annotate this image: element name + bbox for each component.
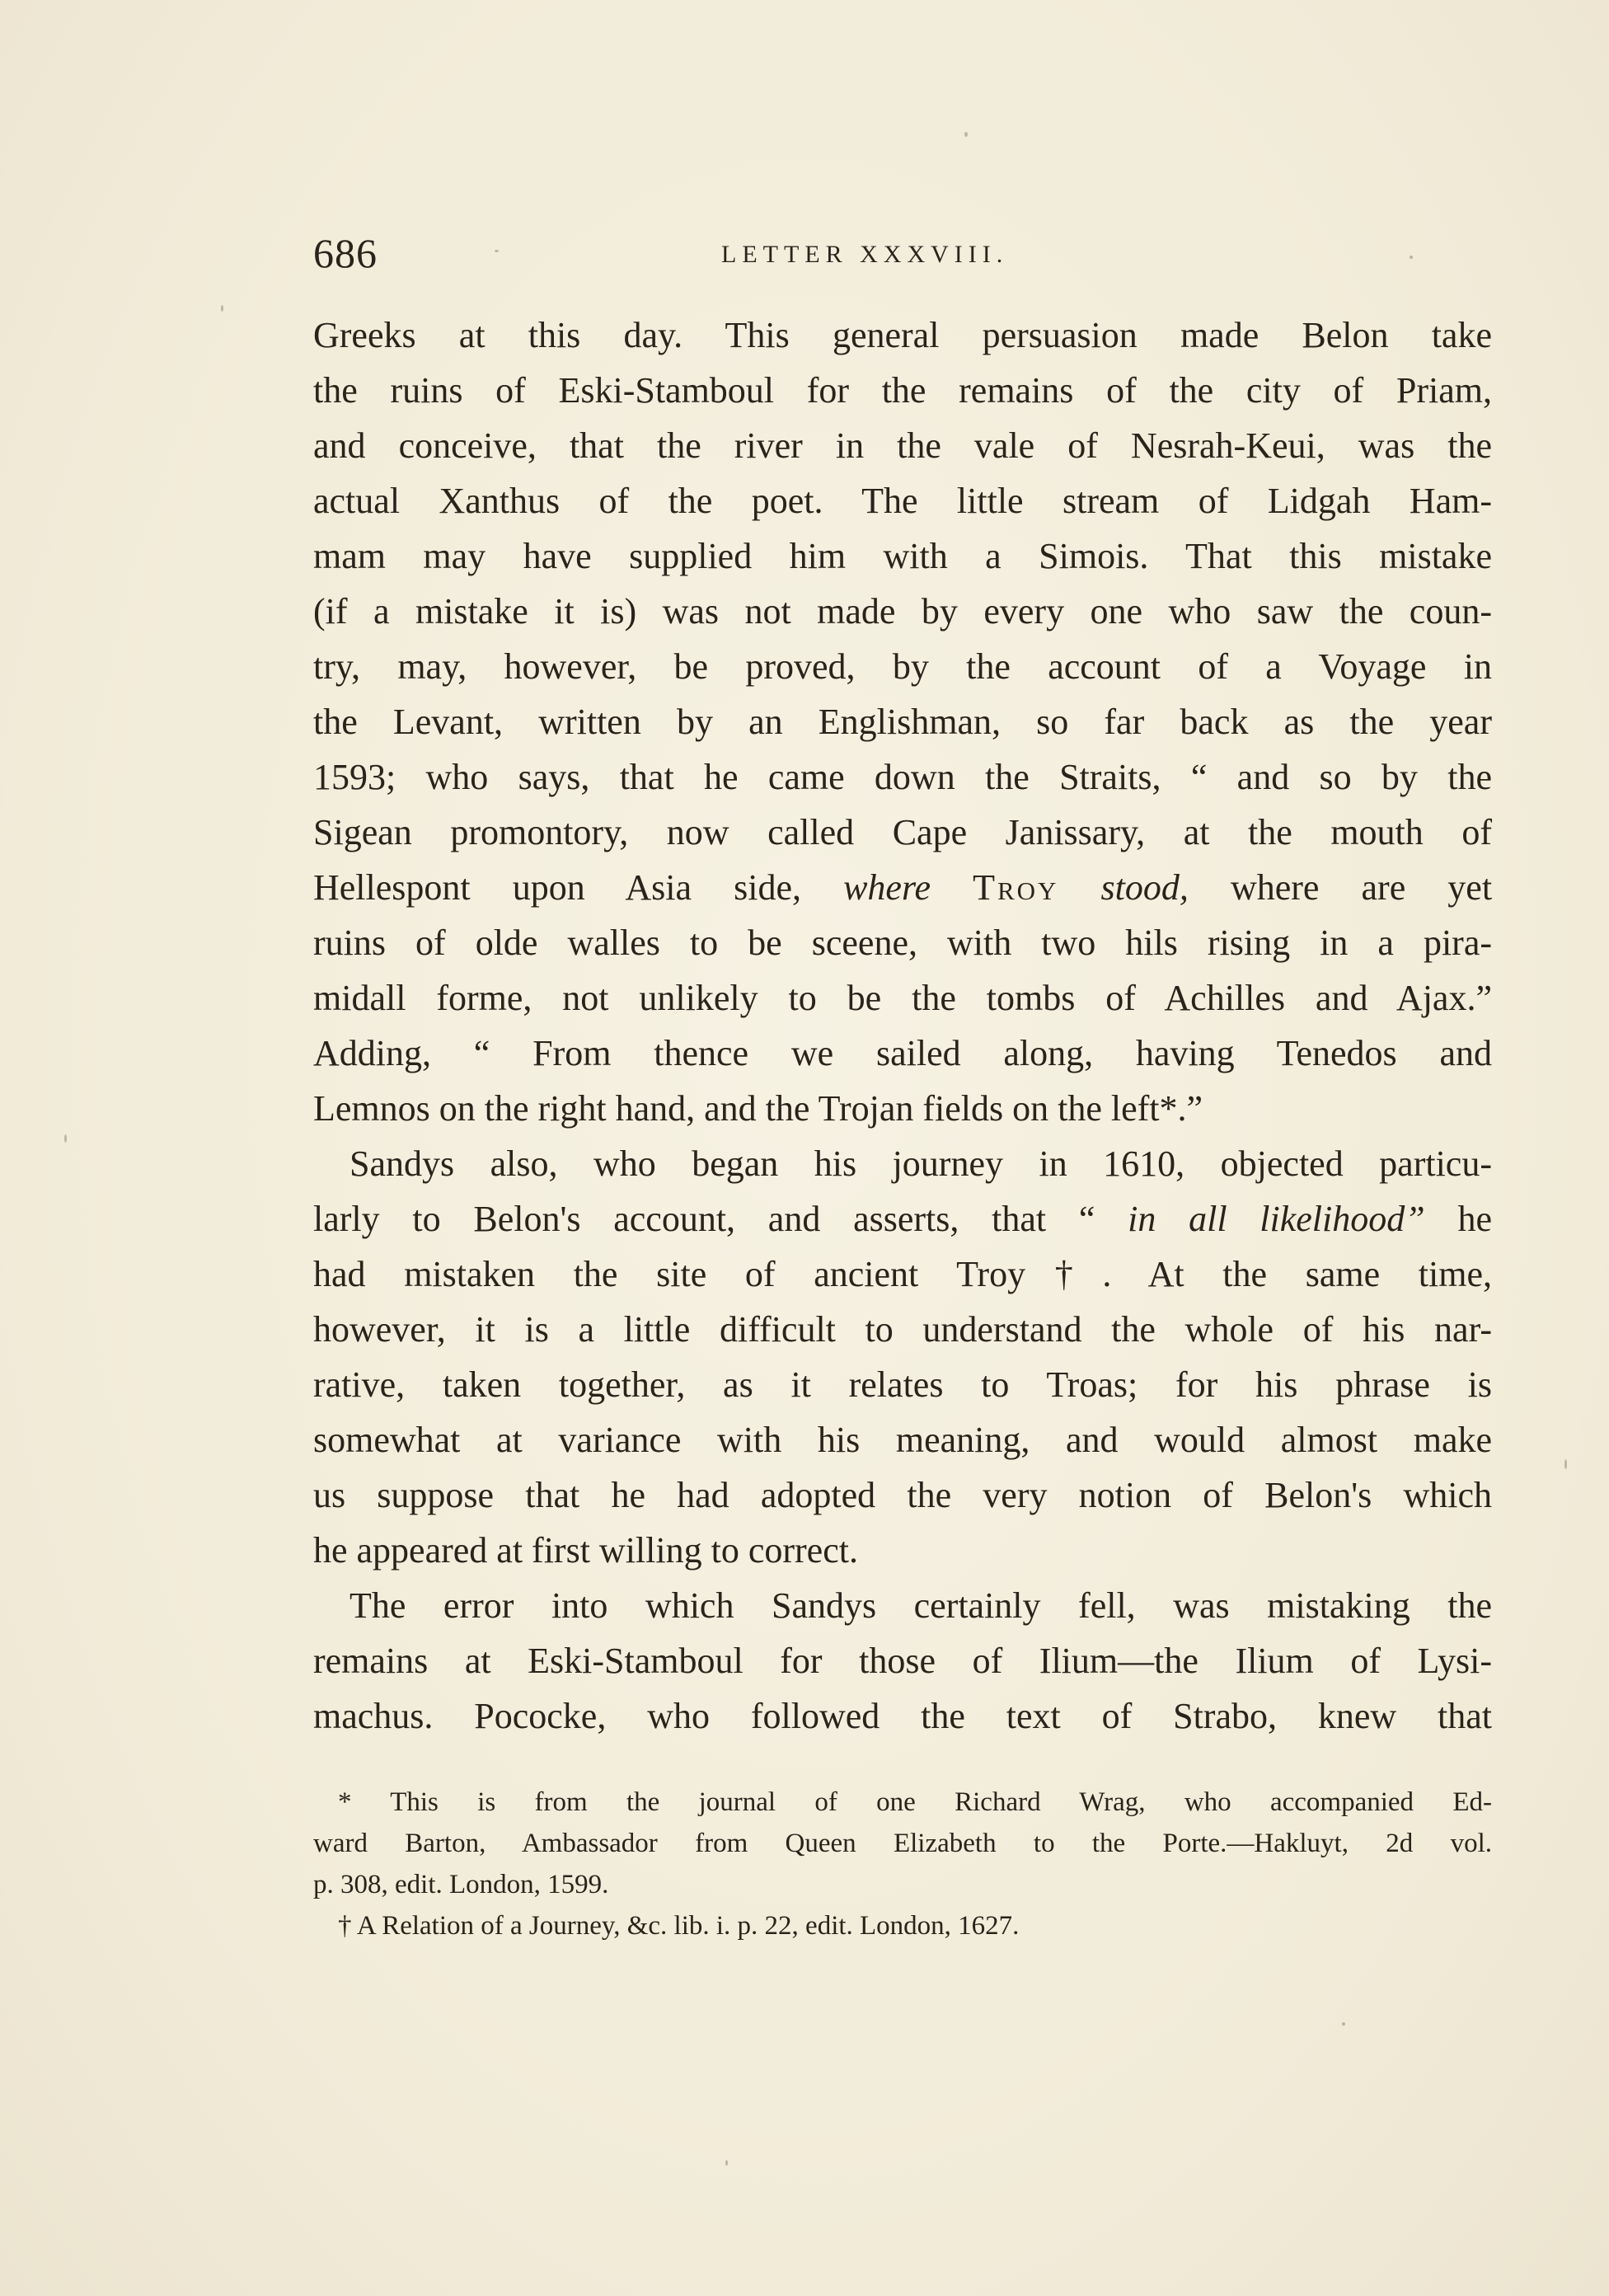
paper-speck [964,132,968,137]
text-line: Sigean promontory, now called Cape Janissary, at the mouth of [313,812,1492,852]
footnote-line: p. 308, edit. London, 1599. [313,1870,609,1899]
paper-speck [725,2160,728,2166]
text-line: mam may have supplied him with a Simois. That this mistake [313,536,1492,576]
text-line: Sandys also, who began his journey in 1610, objected particu- [349,1143,1492,1184]
text-line: Greeks at this day. This general persuasion made Belon take [313,315,1492,355]
text-line: machus. Pococke, who followed the text of Strabo, knew that [313,1696,1492,1736]
text-line: us suppose that he had adopted the very notion of Belon's which [313,1475,1492,1515]
text-line: and conceive, that the river in the vale of Nesrah-Keui, was the [313,425,1492,466]
text-line: Lemnos on the right hand, and the Trojan fields on the left*.” [313,1088,1203,1129]
italic-text: in all likelihood” [1128,1199,1425,1239]
paper-speck [1564,1459,1567,1469]
footnote-line: ward Barton, Ambassador from Queen Elizabeth to the Porte.—Hakluyt, 2d vol. [313,1829,1492,1858]
text-line [313,1191,1492,1247]
text-line: rative, taken together, as it relates to Troas; for his phrase is [313,1364,1492,1405]
text-segment: where are yet [1230,867,1493,908]
text-line: Adding, “ From thence we sailed along, having Tenedos and [313,1033,1492,1073]
text-line: 1593; who says, that he came down the Straits, “ and so by the [313,757,1492,797]
text-line: somewhat at variance with his meaning, and would almost make [313,1420,1492,1460]
text-line: (if a mistake it is) was not made by every one who saw the coun- [313,591,1492,632]
paper-speck [1410,256,1413,259]
page-header [313,229,1492,287]
paper-speck [495,250,499,252]
text-line: midall forme, not unlikely to be the tombs of Achilles and Ajax.” [313,978,1492,1018]
paper-speck [64,1134,67,1143]
small-caps-text: Troy [973,867,1059,908]
italic-text: stood, [1100,867,1189,908]
text-line: The error into which Sandys certainly fell, was mistaking the [349,1585,1492,1626]
text-line: had mistaken the site of ancient Troy†. At the same time, [313,1254,1492,1294]
text-line: ruins of olde walles to be sceene, with two hils rising in a pira- [313,923,1492,963]
footnotes [313,1782,1492,1946]
footnote-line: * This is from the journal of one Richard Wrag, who accompanied Ed- [338,1787,1492,1817]
text-line: remains at Eski-Stamboul for those of Ilium—the Ilium of Lysi- [313,1641,1492,1681]
paper-speck [221,305,223,312]
text-line: the Levant, written by an Englishman, so far back as the year [313,702,1492,742]
paper-speck [1342,2022,1345,2026]
main-text [313,308,1492,1744]
running-head: LETTER XXXVIII. [721,241,1009,268]
text-line [313,860,1492,915]
footnote-line: † A Relation of a Journey, &c. lib. i. p. 22, edit. London, 1627. [338,1911,1020,1941]
text-line: however, it is a little difficult to understand the whole of his nar- [313,1309,1492,1350]
text-segment: Hellespont upon Asia side, [313,867,801,908]
text-line: actual Xanthus of the poet. The little stream of Lidgah Ham- [313,481,1492,521]
page-number: 686 [313,230,378,276]
text-line: the ruins of Eski-Stamboul for the remains of the city of Priam, [313,370,1492,411]
text-segment: he [1457,1199,1492,1239]
italic-text: where [843,867,931,908]
text-segment: larly to Belon's account, and asserts, that “ [313,1199,1095,1239]
text-line: he appeared at first willing to correct. [313,1530,858,1571]
text-line: try, may, however, be proved, by the account of a Voyage in [313,646,1492,687]
